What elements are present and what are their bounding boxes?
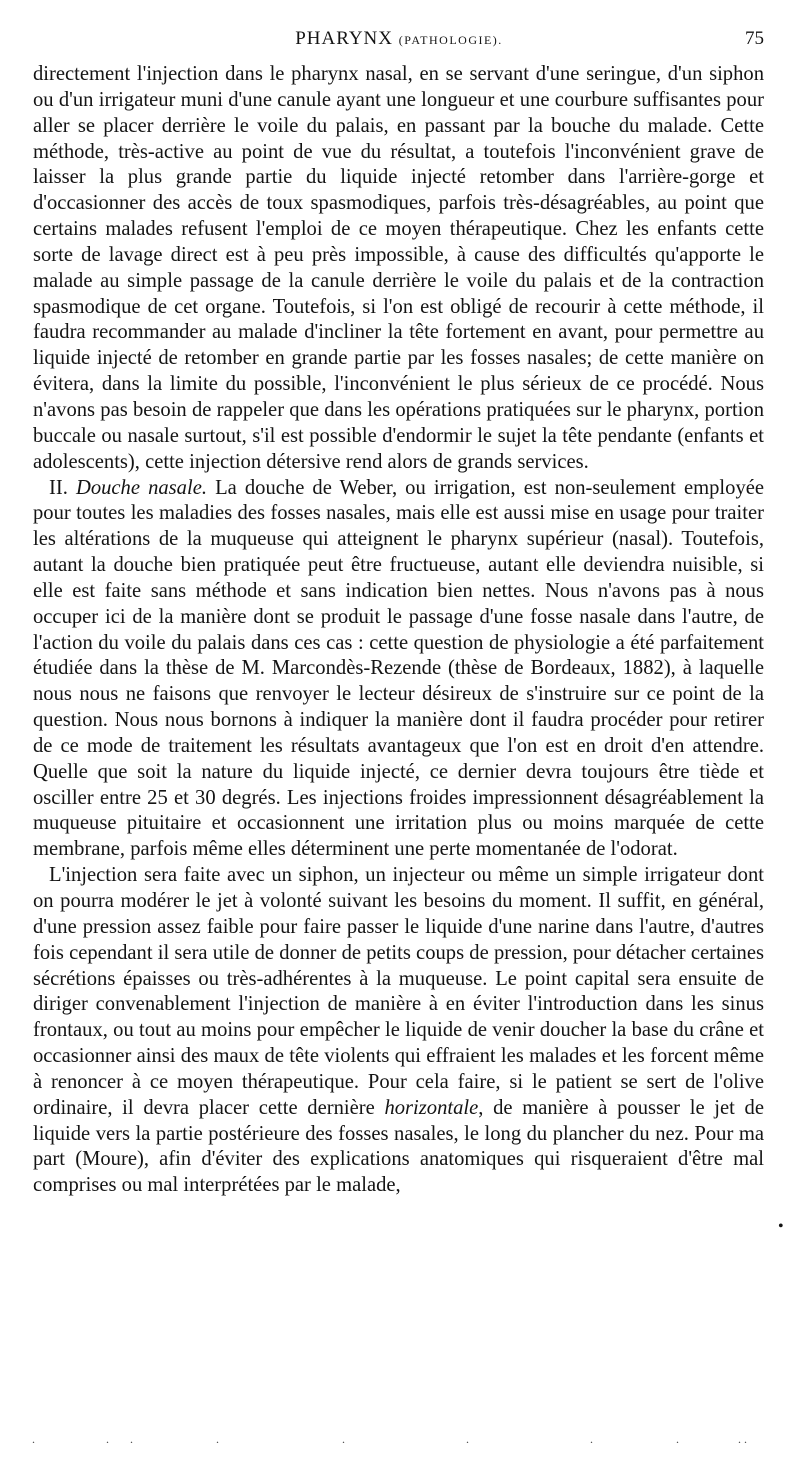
text-run: L'injection sera faite avec un siphon, un injecteur ou même un simple irrigateur dont on pourra modérer le jet à volonté suivant les besoins du moment. Il suffit, en général, d'une pression assez faible pour faire passer le liquide d'une narine dans l'autre, d'autres fois cependant il sera utile de donner de petits coups de pression, pour détacher certaines sécrétions épaisses ou très-adhérentes à la muqueuse. Le point capital sera ensuite de diriger convenablement l'injection de manière à en éviter l'introduction dans les sinus frontaux, ou tout au moins pour empêcher le liquide de venir doucher la base du crâne et occasionner ainsi des maux de tête violents qui effraient les malades et les forcent même à renoncer à ce moyen thérapeutique. Pour cela faire, si le patient se sert de l'olive ordinaire, il devra placer cette dernière	[33, 864, 764, 1119]
footer-mark: .	[130, 1432, 133, 1446]
running-head	[34, 28, 764, 54]
footer-mark: .	[466, 1432, 469, 1446]
running-title-main: PHARYNX	[295, 28, 393, 49]
text-run: II.	[49, 476, 76, 499]
text-run: , de manière à pousser le jet de liquide vers la partie postérieure des fosses nasales, le long du plancher du nez. Pour ma part (Moure), afin d'éviter des explications anatomiques qui risqueraient d'être mal comprises ou mal interprétées par le malade,	[33, 1096, 764, 1197]
text-run: La douche de Weber, ou irrigation, est non-seulement employée pour toutes les maladies des fosses nasales, mais elle est aussi mise en usage pour traiter les altérations de la muqueuse qui atteignent le pharynx supérieur (nasal). Toutefois, autant la douche bien pratiquée peut être fructueuse, autant elle deviendra nuisible, si elle est faite sans méthode et sans indication bien nettes. Nous n'avons pas à nous occuper ici de la manière dont se produit le passage d'une fosse nasale dans l'autre, de l'action du voile du palais dans ces cas : cette question de physiologie a été parfaitement étudiée dans la thèse de M. Marcondès-Rezende (thèse de Bordeaux, 1882), à laquelle nous nous ne faisons que renvoyer le lecteur désireux de s'instruire sur ce point de la question. Nous nous bornons à indiquer la manière dont il faudra procéder pour retirer de ce mode de traitement les résultats avantageux que l'on est en droit d'en attendre. Quelle que soit la nature du liquide injecté, ce dernier devra toujours être tiède et osciller entre 25 et 30 degrés. Les injections froides impressionnent désagréablement la muqueuse pituitaire et occasionnent une irritation plus ou moins marquée de cette membrane, parfois même elles déterminent une perte momentanée de l'odorat.	[33, 476, 765, 861]
italic-text: horizontale	[384, 1096, 479, 1119]
footer-mark: .	[676, 1432, 679, 1446]
footer-mark: .	[590, 1432, 593, 1446]
italic-text: Douche nasale.	[75, 476, 207, 499]
page-number: 75	[745, 28, 764, 49]
footer-mark: . .	[738, 1432, 747, 1446]
paragraph	[33, 476, 764, 864]
paragraph	[33, 62, 764, 476]
footer-mark: .	[106, 1432, 109, 1446]
margin-mark: •	[778, 1218, 784, 1235]
paragraph	[33, 863, 764, 1199]
footer-mark: .	[216, 1432, 219, 1446]
footer-marks	[30, 1432, 770, 1452]
running-title-sub: (PATHOLOGIE).	[398, 33, 503, 47]
footer-mark: .	[32, 1432, 35, 1446]
body-text	[33, 62, 764, 1199]
running-title	[34, 28, 764, 50]
footer-mark: .	[342, 1432, 345, 1446]
text-run: directement l'injection dans le pharynx nasal, en se servant d'une seringue, d'un siphon ou d'un irrigateur muni d'une canule ayant une longueur et une courbure suffisantes pour aller se placer derrière le voile du palais, en passant par la bouche du malade. Cette méthode, très-active au point de vue du résultat, a toutefois l'inconvénient grave de laisser la plus grande partie du liquide injecté retomber dans l'arrière-gorge et d'occasionner des accès de toux spasmodiques, parfois très-désagréables, au point que certains malades refusent l'emploi de ce moyen thérapeutique. Chez les enfants cette sorte de lavage direct est à peu près impossible, à cause des difficultés qu'apporte le malade au simple passage de la canule derrière le voile du palais et de la contraction spasmodique de cet organe. Toutefois, si l'on est obligé de recourir à cette méthode, il faudra recommander au malade d'incliner la tête fortement en avant, pour permettre au liquide injecté de retomber en grande partie par les fosses nasales; de cette manière on évitera, dans la limite du possible, l'inconvénient le plus sérieux de ce procédé. Nous n'avons pas besoin de rappeler que dans les opérations pratiquées sur le pharynx, portion buccale ou nasale surtout, s'il est possible d'endormir le sujet la tête pendante (enfants et adolescents), cette injection détersive rend alors de grands services.	[33, 63, 764, 473]
